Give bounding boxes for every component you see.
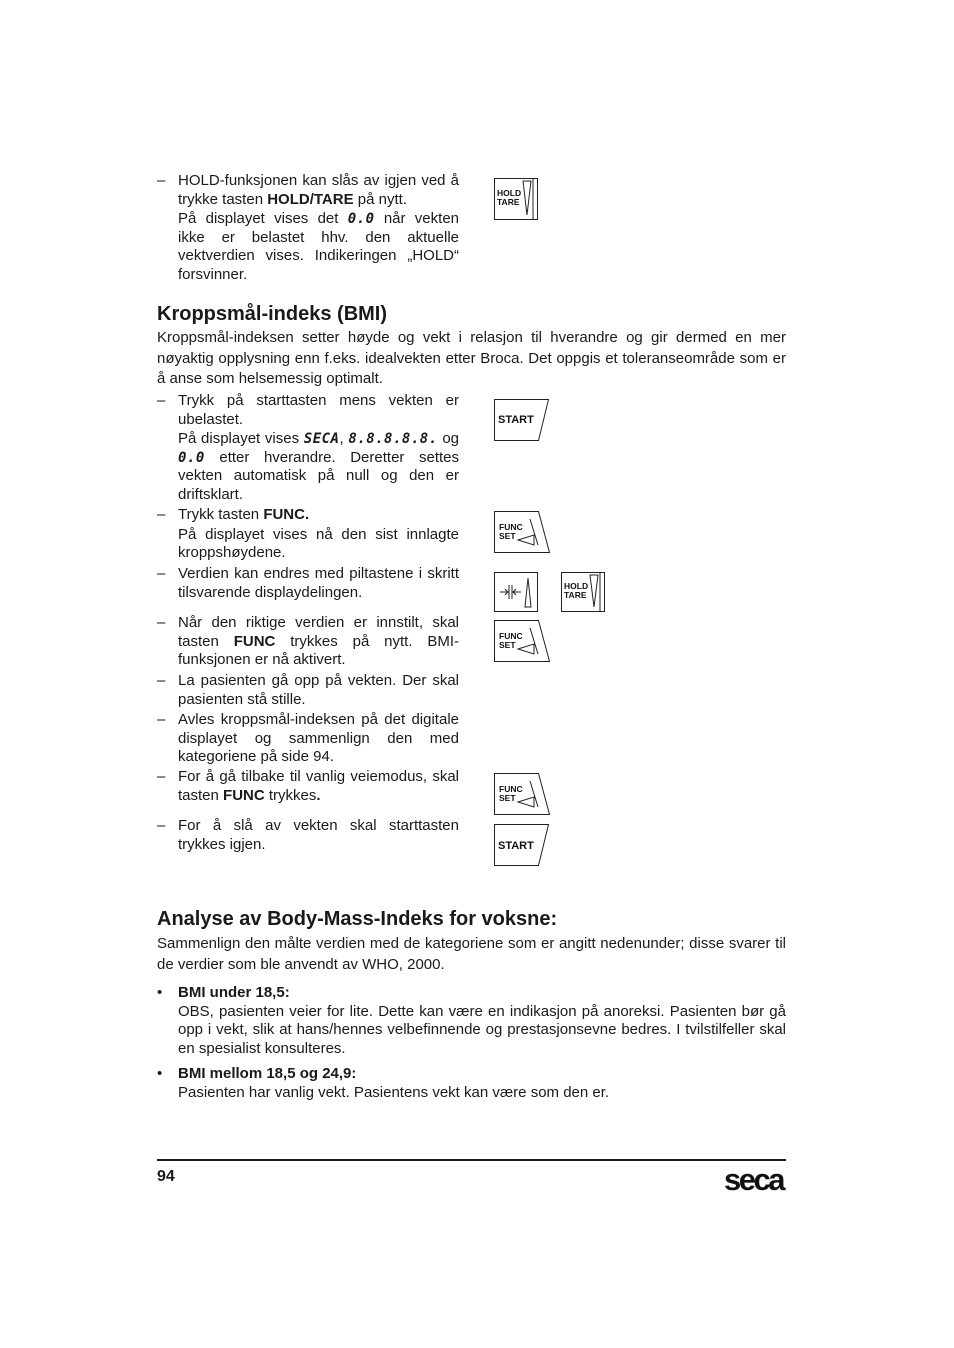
key-label: TARE: [497, 197, 520, 207]
page-number: 94: [157, 1168, 175, 1185]
dash: –: [157, 711, 166, 728]
key-label: FUNC: [499, 631, 523, 641]
key-label: FUNC: [499, 784, 523, 794]
dash: –: [157, 506, 166, 523]
start-key: [494, 824, 550, 866]
dash: –: [157, 172, 166, 189]
lcd-seca: SECA: [303, 431, 340, 448]
lcd-zero: 0.0: [178, 449, 205, 466]
footer-rule: [157, 1159, 786, 1161]
bmi-step-read: – Avles kroppsmål-indeksen på det digitale displayet og sammenlign den med kategoriene på side 94.: [157, 711, 459, 766]
dash: –: [157, 768, 166, 785]
bmi-step-return: – For å gå tilbake til vanlig veiemodus, skal tasten FUNC trykkes.: [157, 768, 459, 804]
analysis-heading: Analyse av Body-Mass-Indeks for voksne:: [157, 908, 558, 930]
lcd-all-segments: 8.8.8.8.8.: [348, 431, 438, 448]
key-label: HOLD: [564, 581, 589, 591]
bmi-heading: Kroppsmål-indeks (BMI): [157, 303, 388, 325]
bullet-dot: •: [157, 1065, 163, 1082]
key-label: SET: [499, 531, 516, 541]
analysis-intro: Sammenlign den målte verdien med de kategoriene som er angitt nedenunder; disse svarer til de verdier som ble anvendt av WHO, 2000.: [157, 935, 786, 973]
dash: –: [157, 392, 166, 409]
func-set-key: [494, 620, 550, 662]
key-label: SET: [499, 793, 516, 803]
arrow-key: [494, 572, 538, 612]
bmi-category-underweight: • BMI under 18,5: OBS, pasienten veier for lite. Dette kan være en indikasjon på anoreksi. Pasienten bør gå opp i vekt, slik at hans/hennes velbefinnende og prestasjonsevne bedres. I tvilstilfeller skal en spesialist konsulteres.: [157, 984, 786, 1057]
bmi-step-arrows: – Verdien kan endres med piltastene i skritt tilsvarende displaydelingen.: [157, 565, 459, 601]
dash: –: [157, 565, 166, 582]
bmi-step-off: – For å slå av vekten skal starttasten trykkes igjen.: [157, 817, 459, 853]
lcd-zero: 0.0: [347, 211, 375, 228]
bmi-intro: Kroppsmål-indeksen setter høyde og vekt i relasjon til hverandre og gir dermed en mer nøyaktig opplysning enn f.eks. idealvekten etter Broca. Det oppgis et toleranseområde som er å anse som helsemessig optimalt.: [157, 329, 786, 387]
bmi-category-normal: • BMI mellom 18,5 og 24,9: Pasienten har vanlig vekt. Pasientens vekt kan være som den er.: [157, 1065, 610, 1101]
dash: –: [157, 672, 166, 689]
func-set-key: [494, 511, 550, 553]
key-label: START: [498, 414, 534, 426]
dash: –: [157, 817, 166, 834]
key-label: SET: [499, 640, 516, 650]
key-label: START: [498, 840, 534, 852]
hold-item: [157, 172, 459, 285]
hold-item-p2: På displayet vises det 0.0 når vekten ikke er belastet hhv. den aktuelle vektverdien vises. Indikeringen „HOLD“ forsvinner.: [178, 210, 460, 283]
hold-tare-key: [494, 178, 538, 220]
bmi-step-confirm: – Når den riktige verdien er innstilt, skal tasten FUNC trykkes på nytt. BMI-funksjonen er nå aktivert.: [157, 614, 459, 669]
key-label: HOLD: [497, 188, 522, 198]
func-set-key: [494, 773, 550, 815]
bmi-step-stand: – La pasienten gå opp på vekten. Der skal pasienten stå stille.: [157, 672, 459, 708]
hold-tare-key: [561, 572, 605, 612]
hold-item-p1: HOLD-funksjonen kan slås av igjen ved å trykke tasten HOLD/TARE på nytt.: [178, 172, 459, 208]
key-label: TARE: [564, 590, 587, 600]
dash: –: [157, 614, 166, 631]
bullet-dot: •: [157, 984, 163, 1001]
seca-logo: seca: [724, 1162, 783, 1197]
bmi-step-start: – Trykk på starttasten mens vekten er ubelastet. På displayet vises SECA, 8.8.8.8.8. og 0.0 etter hverandre. Deretter settes vekten automatisk på null og den er driftsklart.: [157, 392, 460, 503]
key-label: FUNC: [499, 522, 523, 532]
bmi-step-func: – Trykk tasten FUNC. På displayet vises nå den sist innlagte kroppshøydene.: [157, 506, 459, 562]
start-key: [494, 399, 550, 441]
